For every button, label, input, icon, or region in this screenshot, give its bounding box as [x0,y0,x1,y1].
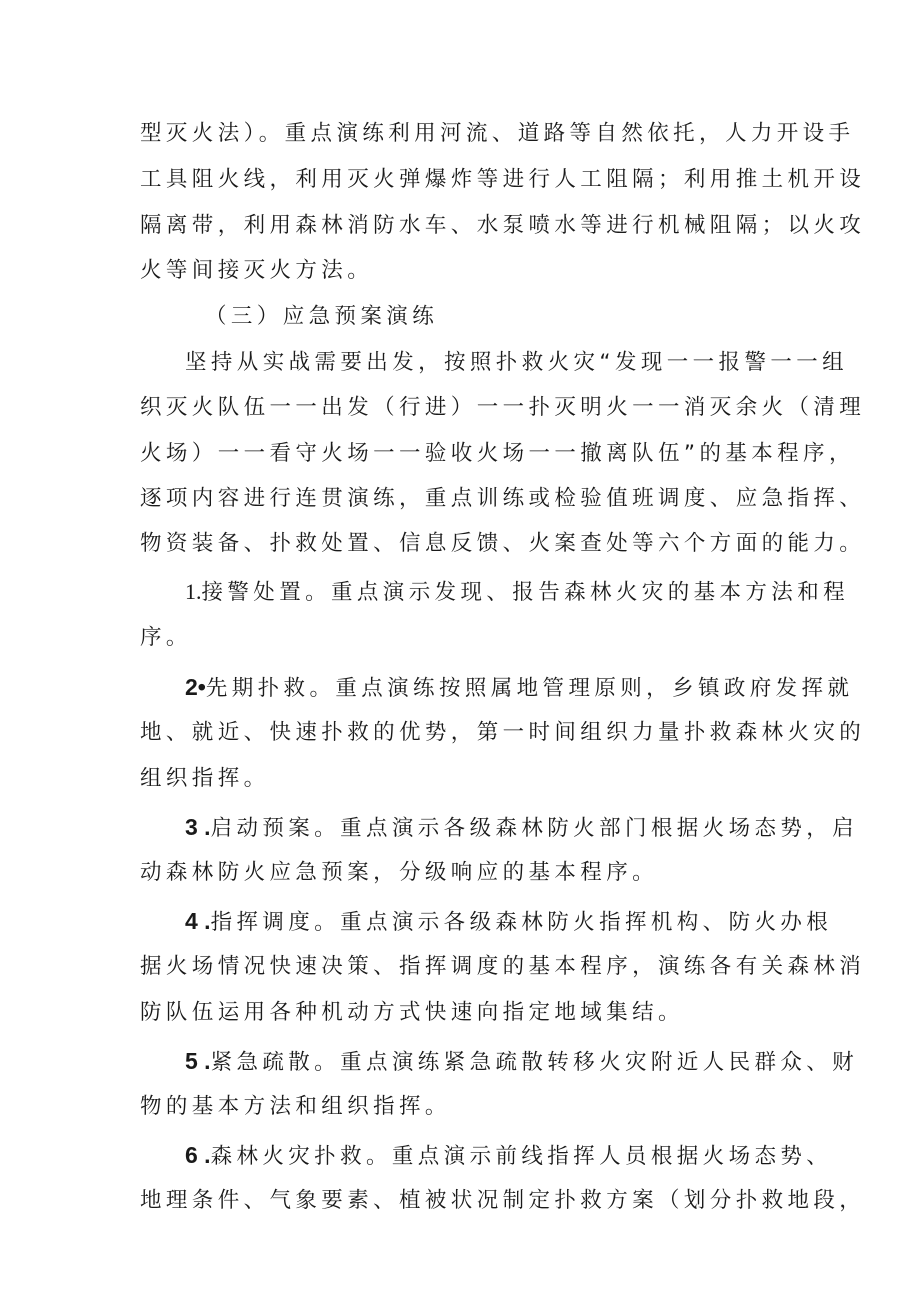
item-number: 1. [185,579,202,604]
list-item-3 [185,807,858,847]
list-item-5 [185,1041,858,1081]
item-text: 指挥调度。重点演示各级森林防火指挥机构、防火办根 [210,910,833,935]
list-item-6 [185,1135,832,1175]
text-line: 地理条件、气象要素、植被状况制定扑救方案（划分扑救地段， [140,1188,866,1213]
item-number: 3 . [185,814,211,840]
item-text: 先期扑救。重点演练按照属地管理原则，乡镇政府发挥就 [205,676,854,701]
item-text: 启动预案。重点演示各级森林防火部门根据火场态势，启 [210,816,859,841]
text-line: 织灭火队伍一一出发（行进）一一扑灭明火一一消灭余火（清理 [140,395,866,420]
text-line: 逐项内容进行连贯演练，重点训练或检验值班调度、应急指挥、 [140,486,866,511]
text-line: 坚持从实战需要出发，按照扑救火灾“发现一一报警一一组 [185,350,849,375]
item-text: 紧急疏散。重点演练紧急疏散转移火灾附近人民群众、财 [210,1050,859,1075]
text-line: 物的基本方法和组织指挥。 [140,1094,451,1119]
text-line: 工具阻火线，利用灭火弹爆炸等进行人工阻隔；利用推土机开设 [140,167,866,192]
text-line: 物资装备、扑救处置、信息反馈、火案查处等六个方面的能力。 [140,531,866,556]
item-number: 5 . [185,1048,211,1074]
text-line: 据火场情况快速决策、指挥调度的基本程序，演练各有关森林消 [140,954,866,979]
text-line: 动森林防火应急预案，分级响应的基本程序。 [140,860,659,885]
text-line: 序。 [140,625,192,650]
text-line: 地、就近、快速扑救的优势，第一时间组织力量扑救森林火灾的 [140,720,866,745]
text-line: 组织指挥。 [140,766,270,791]
text-line: 火等间接灭火方法。 [140,258,374,283]
item-number: 4 . [185,908,211,934]
section-heading: （三）应急预案演练 [205,304,439,329]
item-number: 2• [185,674,206,700]
item-text: 接警处置。重点演示发现、报告森林火灾的基本方法和程 [201,580,850,605]
item-text: 森林火灾扑救。重点演示前线指挥人员根据火场态势、 [210,1144,833,1169]
text-line: 防队伍运用各种机动方式快速向指定地域集结。 [140,1000,684,1025]
text-line: 型灭火法）。重点演练利用河流、道路等自然依托，人力开设手 [140,121,855,146]
list-item-2 [185,667,853,707]
list-item-4 [185,901,832,941]
text-line: 隔离带，利用森林消防水车、水泵喷水等进行机械阻隔；以火攻 [140,213,866,238]
item-number: 6 . [185,1142,211,1168]
text-line: 火场）一一看守火场一一验收火场一一撤离队伍”的基本程序， [140,441,855,466]
list-item-1 [185,572,849,612]
